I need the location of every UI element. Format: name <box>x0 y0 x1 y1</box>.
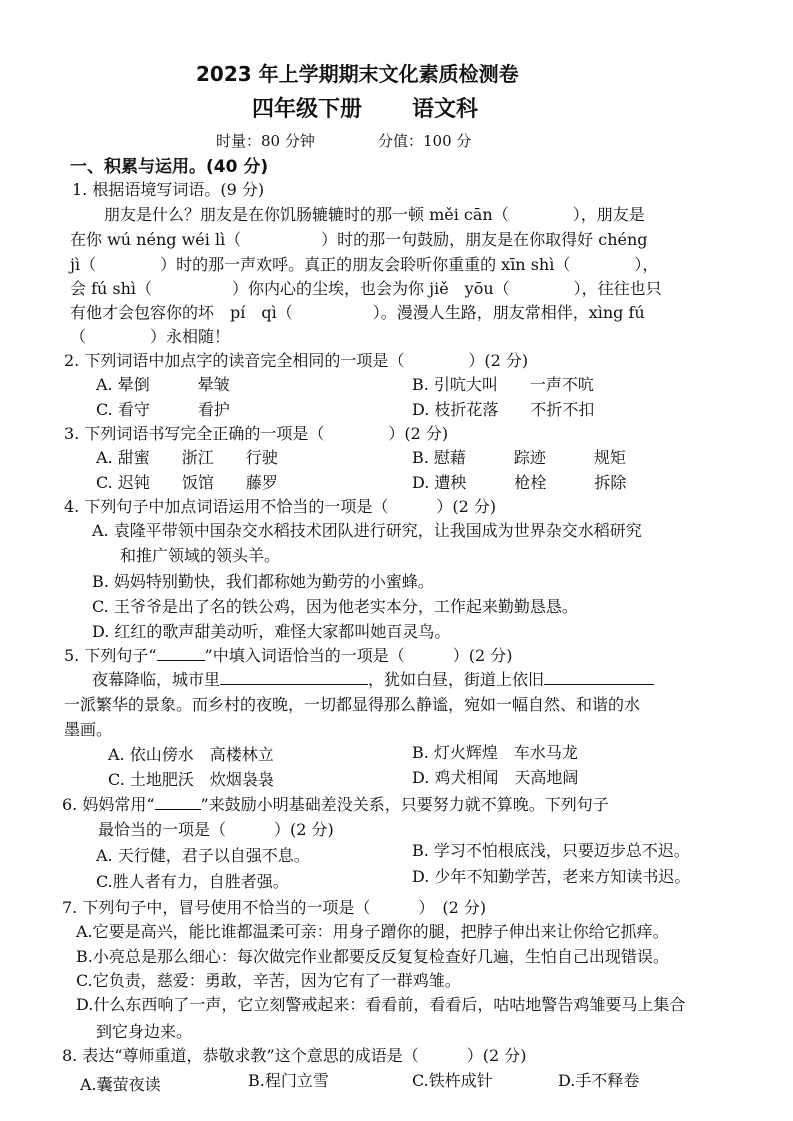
q2-stem: 2. 下列词语中加点字的读音完全相同的一项是（ ）(2 分) <box>64 351 529 370</box>
q5-stem-end: ”中填入词语恰当的一项是（ ）(2 分) <box>204 646 513 665</box>
q8-stem: 8. 表达“尊师重道，恭敬求教”这个意思的成语是（ ）(2 分) <box>62 1046 527 1065</box>
q1-passage-line: （ ）永相随！ <box>70 327 231 346</box>
q5-passage-mid: ，犹如白昼，街道上依旧 <box>368 670 545 689</box>
q6-stem-continued: 最恰当的一项是（ ）(2 分) <box>98 820 334 839</box>
q4-option-a-continued: 和推广领域的领头羊。 <box>120 546 281 565</box>
q5-passage-line <box>92 667 654 690</box>
q4-stem: 4. 下列句子中加点词语运用不恰当的一项是（ ）(2 分) <box>64 497 497 516</box>
q2-option-d: D. 枝折花落 不折不扣 <box>412 400 595 419</box>
q3-option-b: B. 慰藉 踪迹 规矩 <box>412 448 626 467</box>
time-info <box>216 130 315 151</box>
q4-option-b: B. 妈妈特别勤快，我们都称她为勤劳的小蜜蜂。 <box>92 572 434 591</box>
score-label: 分值： <box>378 132 424 150</box>
q5-blank-2 <box>544 670 654 685</box>
q6-stem <box>62 792 609 815</box>
q6-stem-blank <box>155 795 201 810</box>
score-info <box>378 130 471 151</box>
q2-option-c: C. 看守 看护 <box>96 400 230 419</box>
q5-option-d: D. 鸡犬相闻 天高地阔 <box>412 768 579 787</box>
q4-option-d: D. 红红的歌声甜美动听，难怪大家都叫她百灵鸟。 <box>92 622 451 641</box>
time-value: 80 分钟 <box>261 132 315 150</box>
q5-passage-line: 一派繁华的景象。而乡村的夜晚，一切都显得那么静谧，宛如一幅自然、和谐的水 <box>64 695 641 714</box>
q3-option-c: C. 迟钝 饭馆 藤罗 <box>96 473 278 492</box>
q4-option-a: A. 袁隆平带领中国杂交水稻技术团队进行研究，让我国成为世界杂交水稻研究 <box>92 521 642 540</box>
q6-option-d: D. 少年不知勤学苦，老来方知读书迟。 <box>412 867 691 886</box>
q2-option-a: A. 晕倒 晕皱 <box>96 375 230 394</box>
score-value: 100 分 <box>423 132 472 150</box>
q7-option-a: A.它要是高兴，能比谁都温柔可亲：用身子蹭你的腿，把脖子伸出来让你给它抓痒。 <box>76 922 669 941</box>
q4-option-c: C. 王爷爷是出了名的铁公鸡，因为他老实本分，工作起来勤勤恳恳。 <box>92 597 578 616</box>
q5-option-a: A. 依山傍水 高楼林立 <box>108 745 274 764</box>
q1-passage-line: jì（ ）时的那一声欢呼。真正的朋友会聆听你重重的 xīn shì（ ）， <box>70 255 659 274</box>
q7-option-d: D.什么东西响了一声，它立刻警戒起来：看看前，看看后，咕咕地警告鸡雏要马上集合 <box>76 995 686 1014</box>
section-heading: 一、积累与运用。(40 分) <box>70 157 269 177</box>
q1-passage-line: 会 fú shì（ ）你内心的尘埃，也会为你 jiě yōu（ ），往往也只 <box>70 279 662 298</box>
q5-stem <box>64 643 512 666</box>
q2-option-b: B. 引吭大叫 一声不吭 <box>412 375 594 394</box>
q8-option-b: B.程门立雪 <box>248 1071 329 1090</box>
q7-option-c: C.它负责，慈爱：勇敢，辛苦，因为它有了一群鸡雏。 <box>76 971 461 990</box>
q5-stem-start: 5. 下列句子“ <box>64 646 157 665</box>
q5-option-c: C. 土地肥沃 炊烟袅袅 <box>108 770 274 789</box>
q5-option-b: B. 灯火辉煌 车水马龙 <box>412 743 578 762</box>
q5-blank-1 <box>220 670 368 685</box>
q6-stem-start: 6. 妈妈常用“ <box>62 795 155 814</box>
q7-stem: 7. 下列句子中，冒号使用不恰当的一项是（ ） (2 分) <box>62 898 487 917</box>
subject-label: 语文科 <box>412 97 479 122</box>
exam-title: 2023 年上学期期末文化素质检测卷 <box>196 62 519 86</box>
q6-option-b: B. 学习不怕根底浅，只要迈步总不迟。 <box>412 841 690 860</box>
q5-passage-start: 夜幕降临，城市里 <box>92 670 221 689</box>
q8-option-d: D.手不释卷 <box>558 1071 640 1090</box>
q7-option-d-continued: 到它身边来。 <box>96 1022 193 1041</box>
q8-option-c: C.铁杵成针 <box>412 1071 493 1090</box>
q6-stem-end: ”来鼓励小明基础差没关系，只要努力就不算晚。下列句子 <box>200 795 609 814</box>
q7-option-b: B.小亮总是那么细心：每次做完作业都要反反复复检查好几遍，生怕自己出现错误。 <box>76 947 669 966</box>
q8-option-a: A.囊萤夜读 <box>80 1075 161 1094</box>
time-label: 时量： <box>216 132 262 150</box>
q1-passage-line: 有他才会包容你的坏 pí qì（ ）。漫漫人生路，朋友常相伴，xìng fú <box>70 303 645 322</box>
q3-stem: 3. 下列词语书写完全正确的一项是（ ）(2 分) <box>64 424 449 443</box>
q6-option-a: A. 天行健，君子以自强不息。 <box>96 846 310 865</box>
q1-passage-line: 在你 wú néng wéi lì（ ）时的那一句鼓励，朋友是在你取得好 chéng <box>70 230 648 249</box>
q1-passage-line: 朋友是什么？朋友是在你饥肠辘辘时的那一顿 měi cān（ ），朋友是 <box>104 205 645 224</box>
q5-passage-line: 墨画。 <box>64 720 113 739</box>
q6-option-c: C.胜人者有力，自胜者强。 <box>96 872 289 891</box>
q5-stem-blank <box>157 646 205 661</box>
q1-stem: 1. 根据语境写词语。(9 分) <box>72 180 265 199</box>
grade-label: 四年级下册 <box>252 97 363 122</box>
q3-option-d: D. 遭秧 枪栓 拆除 <box>412 473 627 492</box>
q3-option-a: A. 甜蜜 浙江 行驶 <box>96 448 278 467</box>
